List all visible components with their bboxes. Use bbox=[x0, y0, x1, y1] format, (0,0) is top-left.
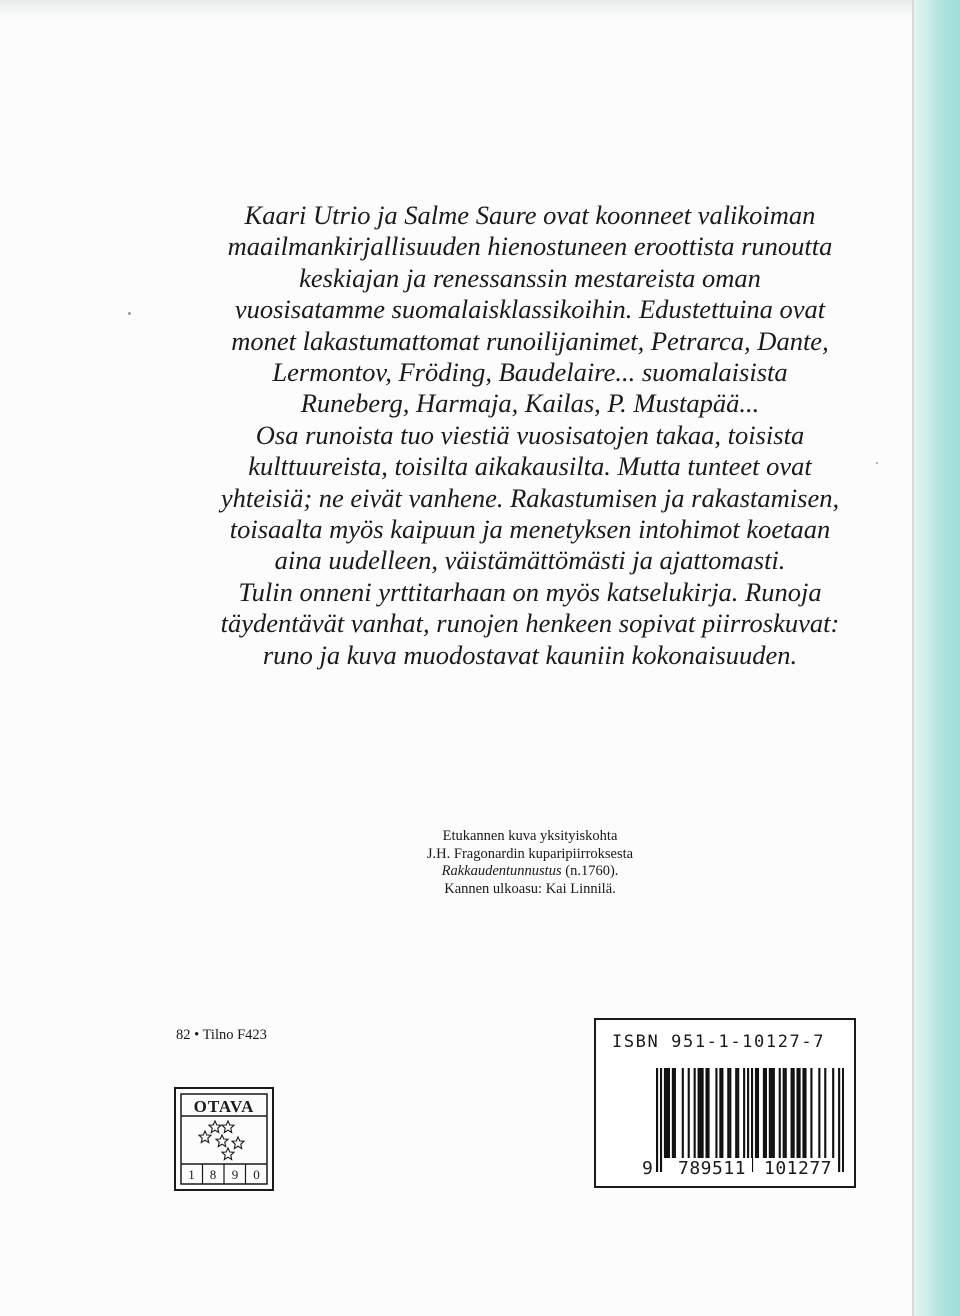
blurb-line: Lermontov, Fröding, Baudelaire... suomalaisista bbox=[272, 357, 788, 388]
barcode-bar bbox=[769, 1068, 771, 1158]
barcode-bar bbox=[804, 1068, 806, 1158]
barcode-bar bbox=[771, 1068, 773, 1158]
top-shadow bbox=[0, 0, 912, 22]
barcode-bar bbox=[664, 1068, 666, 1158]
blurb-line: Runeberg, Harmaja, Kailas, P. Mustapää... bbox=[300, 388, 760, 419]
barcode-bar bbox=[666, 1068, 668, 1158]
blurb-line: monet lakastumattomat runoilijanimet, Petrarca, Dante, bbox=[231, 325, 829, 356]
barcode-bar bbox=[810, 1068, 812, 1158]
blurb-line: Kaari Utrio ja Salme Saure ovat koonneet valikoiman bbox=[244, 200, 816, 230]
barcode-bar bbox=[779, 1068, 781, 1158]
blurb-line: maailmankirjallisuuden hienostuneen eroottista runoutta bbox=[227, 231, 833, 262]
blurb-line: täydentävät vanhat, runojen henkeen sopivat piirroskuvat: bbox=[220, 608, 840, 639]
isbn-number: ISBN 951-1-10127-7 bbox=[612, 1032, 826, 1052]
ean-prefix-digit: 9 bbox=[642, 1158, 653, 1179]
barcode-bar bbox=[668, 1068, 670, 1158]
catalog-code: 82 • Tilno F423 bbox=[176, 1027, 267, 1043]
barcode-guard-bar bbox=[656, 1068, 658, 1172]
barcode-bar bbox=[832, 1068, 834, 1158]
description-blurb bbox=[160, 200, 900, 671]
barcode-bar bbox=[729, 1068, 731, 1158]
blurb-line: toisaalta myös kaipuun ja menetyksen intohimot koetaan bbox=[229, 514, 831, 545]
credits-line: J.H. Fragonardin kuparipiirroksesta bbox=[426, 845, 634, 862]
barcode-bar bbox=[672, 1068, 674, 1158]
logo-year-digit: 1 bbox=[188, 1167, 195, 1182]
ean-left-digits: 789511 bbox=[672, 1158, 752, 1179]
barcode-bar bbox=[793, 1068, 795, 1158]
barcode-bar bbox=[702, 1068, 704, 1158]
barcode-guard-bar bbox=[751, 1068, 753, 1172]
barcode-bar bbox=[682, 1068, 684, 1158]
barcode-bar bbox=[721, 1068, 723, 1158]
otava-logo-graphic bbox=[178, 1091, 270, 1187]
barcode-bar bbox=[757, 1068, 759, 1158]
artwork-year: (n.1760). bbox=[565, 863, 619, 879]
ean-right-digits: 101277 bbox=[758, 1158, 838, 1179]
blurb-line: Osa runoista tuo viestiä vuosisatojen takaa, toisista bbox=[255, 419, 805, 450]
barcode-bar bbox=[791, 1068, 793, 1158]
credits-line bbox=[330, 863, 730, 881]
barcode-bar bbox=[727, 1068, 729, 1158]
barcode-bar bbox=[674, 1068, 676, 1158]
barcode-bar bbox=[743, 1068, 745, 1158]
barcode-bar bbox=[763, 1068, 765, 1158]
credits-line: Etukannen kuva yksityiskohta bbox=[442, 828, 618, 844]
barcode-bar bbox=[715, 1068, 717, 1158]
barcode-bar bbox=[765, 1068, 767, 1158]
publisher-logo bbox=[174, 1087, 274, 1191]
barcode-bar bbox=[719, 1068, 721, 1158]
barcode-guard-bar bbox=[747, 1068, 749, 1172]
barcode-bar bbox=[755, 1068, 757, 1158]
barcode-guard-bar bbox=[660, 1068, 662, 1172]
barcode-guard-bar bbox=[842, 1068, 844, 1172]
dust-speck bbox=[128, 312, 131, 315]
cover-edge-strip bbox=[912, 0, 960, 1316]
logo-year-digit: 0 bbox=[253, 1167, 260, 1182]
barcode-bar bbox=[785, 1068, 787, 1158]
barcode-bar bbox=[797, 1068, 799, 1158]
barcode-graphic bbox=[656, 1068, 844, 1172]
barcode-bar bbox=[783, 1068, 785, 1158]
cover-credits bbox=[330, 828, 730, 898]
barcode-bar bbox=[737, 1068, 739, 1158]
barcode-bar bbox=[818, 1068, 820, 1158]
barcode-bar bbox=[798, 1068, 800, 1158]
blurb-line: Tulin onneni yrttitarhaan on myös katselukirja. Runoja bbox=[238, 576, 822, 607]
barcode-bar bbox=[735, 1068, 737, 1158]
barcode-bar bbox=[802, 1068, 804, 1158]
barcode-bar bbox=[688, 1068, 690, 1158]
blurb-line: keskiajan ja renessanssin mestareista oman bbox=[299, 262, 761, 293]
blurb-line: kulttuureista, toisilta aikakausilta. Mutta tunteet ovat bbox=[248, 451, 812, 482]
publisher-name: OTAVA bbox=[193, 1097, 255, 1116]
isbn-barcode-box bbox=[594, 1018, 856, 1188]
barcode-bar bbox=[694, 1068, 696, 1158]
barcode-bar bbox=[824, 1068, 826, 1158]
blurb-line: yhteisiä; ne eivät vanhene. Rakastumisen ja rakastamisen, bbox=[220, 482, 840, 513]
blurb-line: vuosisatamme suomalaisklassikoihin. Edustettuina ovat bbox=[234, 294, 826, 325]
artwork-title: Rakkaudentunnustus bbox=[441, 863, 562, 879]
barcode-bar bbox=[773, 1068, 775, 1158]
blurb-line: runo ja kuva muodostavat kauniin kokonaisuuden. bbox=[262, 639, 798, 670]
logo-year-digit: 9 bbox=[231, 1167, 239, 1182]
barcode-bar bbox=[705, 1068, 707, 1158]
blurb-line: aina uudelleen, väistämättömästi ja ajattomasti. bbox=[274, 545, 786, 576]
barcode-bar bbox=[698, 1068, 700, 1158]
barcode-guard-bar bbox=[838, 1068, 840, 1172]
credits-line: Kannen ulkoasu: Kai Linnilä. bbox=[444, 880, 616, 897]
barcode-bar bbox=[700, 1068, 702, 1158]
logo-year-digit: 8 bbox=[209, 1167, 217, 1182]
star-cluster-icon bbox=[199, 1121, 244, 1160]
barcode-bar bbox=[707, 1068, 709, 1158]
